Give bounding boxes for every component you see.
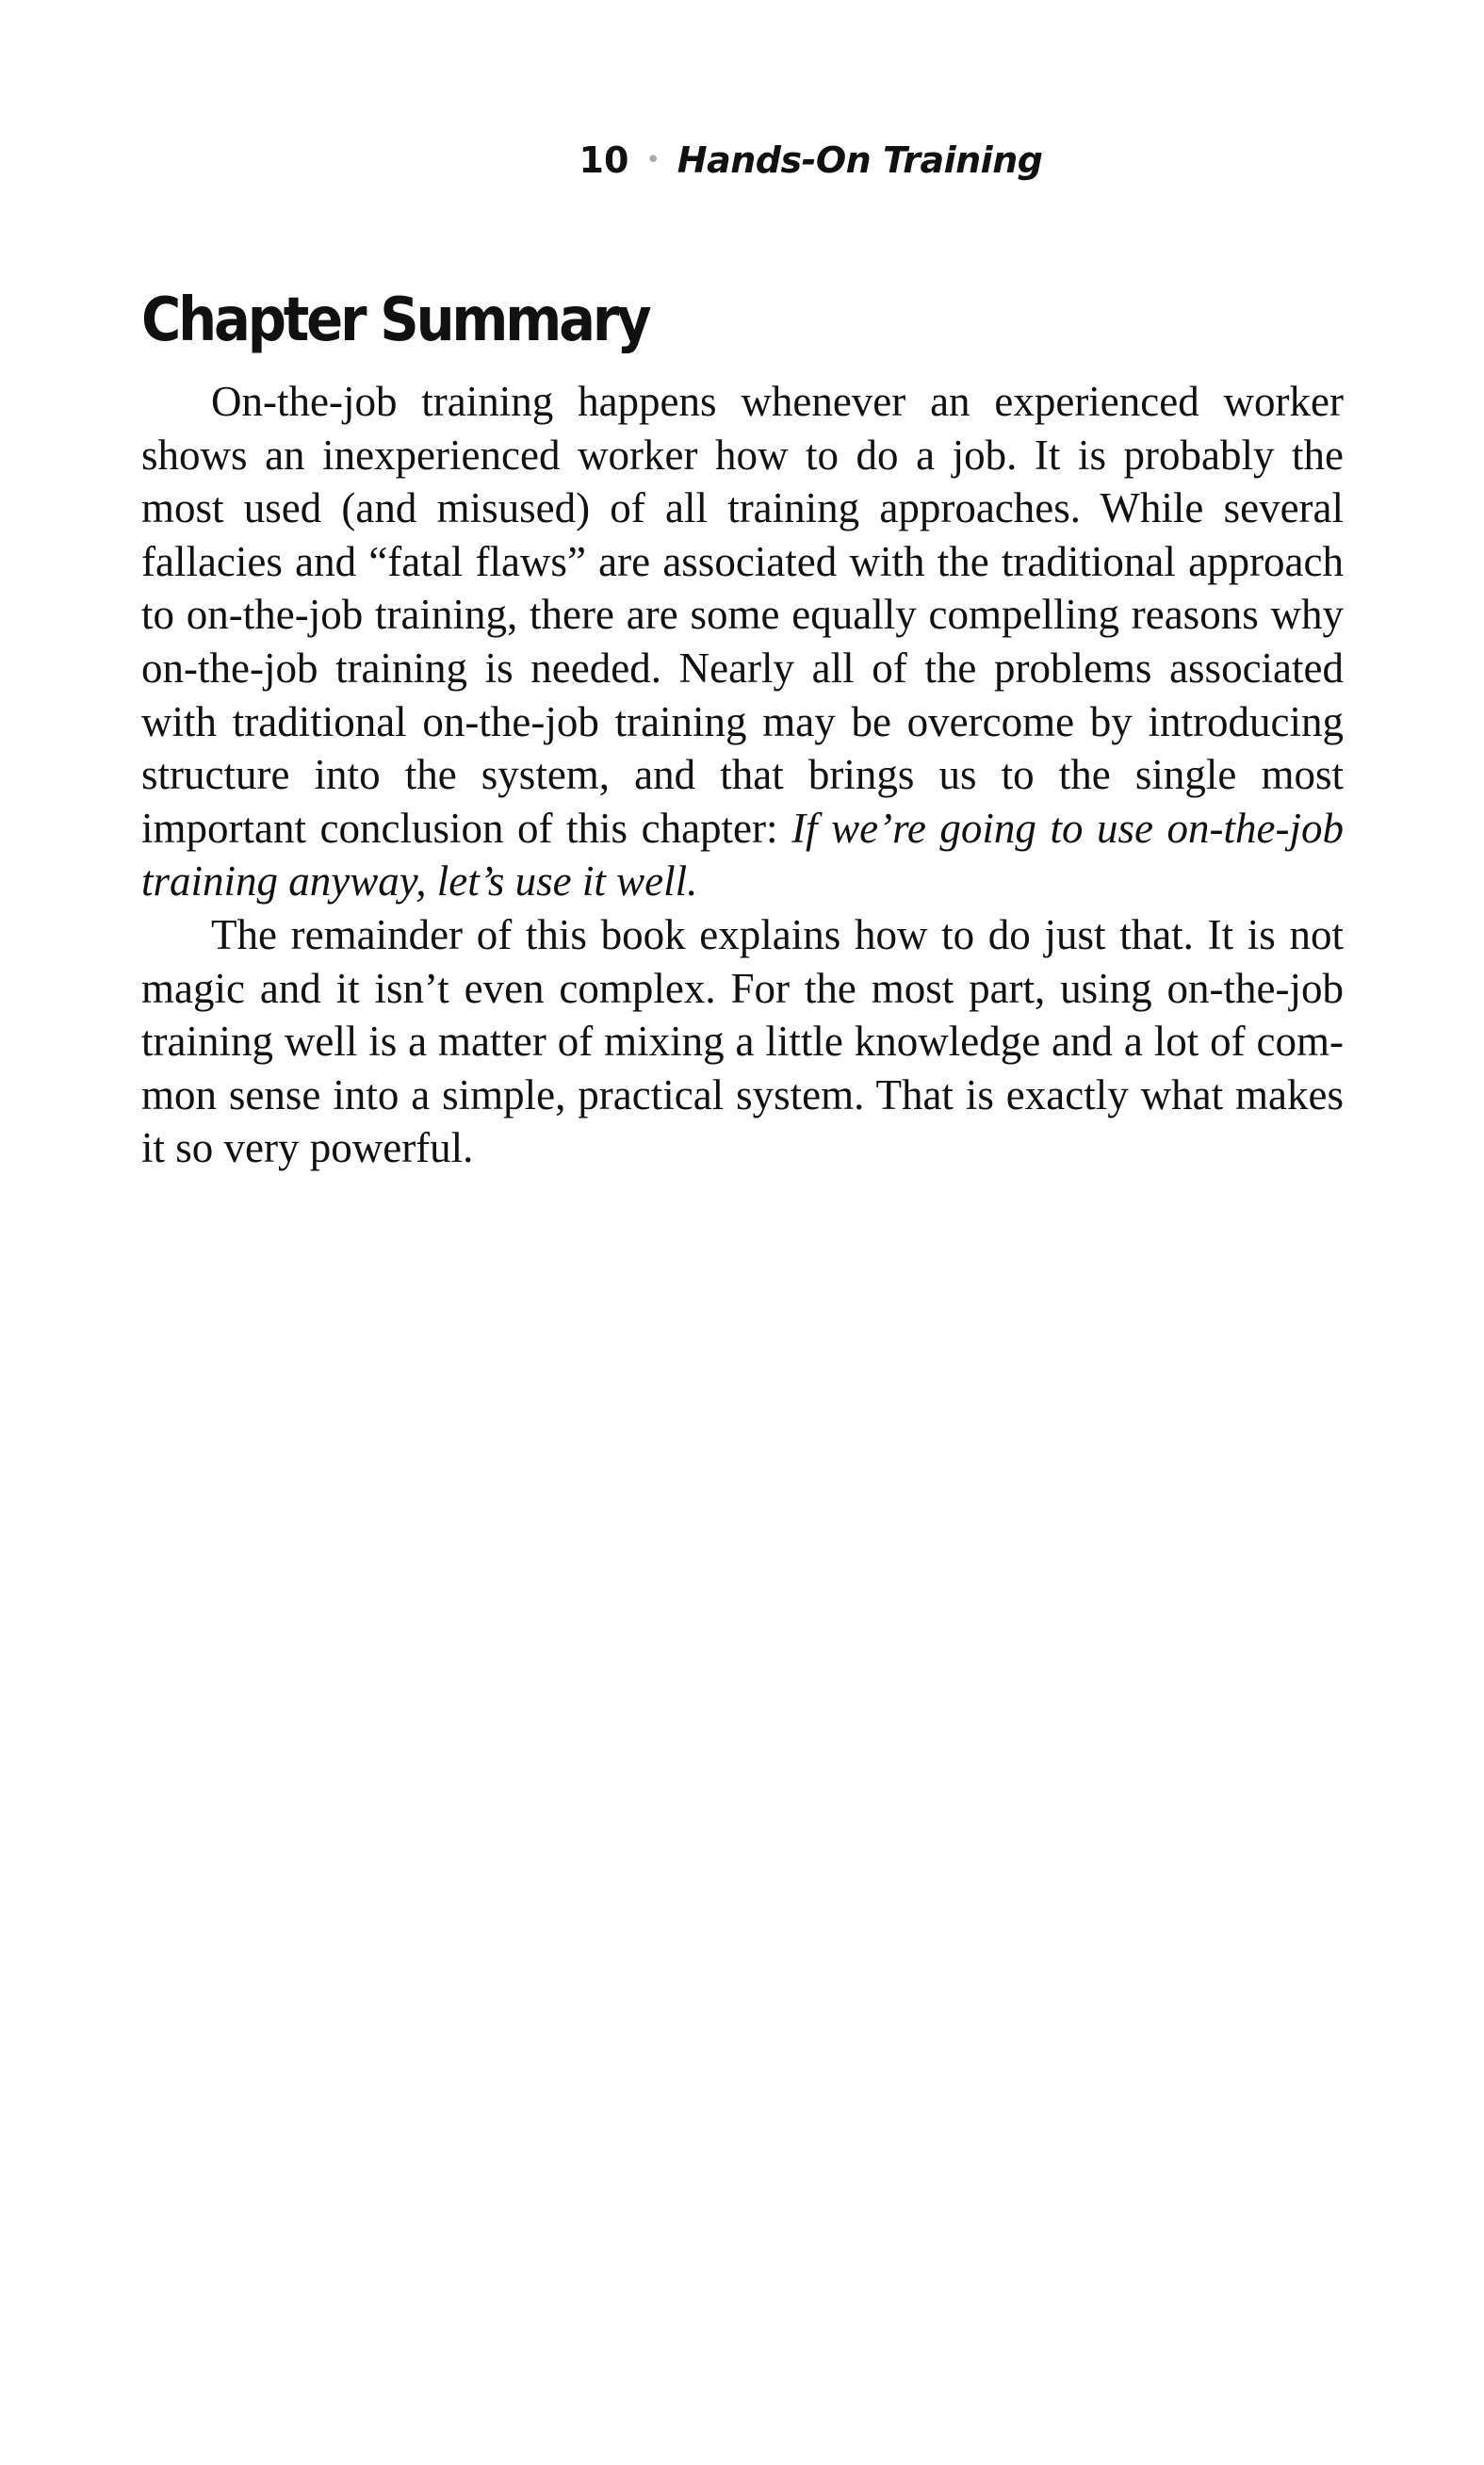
header-separator: • bbox=[645, 146, 660, 174]
section-heading: Chapter Summary bbox=[141, 286, 649, 355]
body-text bbox=[141, 375, 1344, 1175]
paragraph-1-emphasis: If we’re going to use on-the-job training anyway, let’s use it well. bbox=[141, 804, 1344, 906]
running-head bbox=[0, 132, 1484, 188]
paragraph-2-text: The remainder of this book explains how to do just that. It is not magic and it isn’t even complex. For the most part, using on-the-job training well is a matter of mixing a little knowledge and a lot of common sense into a simple, practical system. That is exactly what makes it so very powerful. bbox=[141, 910, 1344, 1172]
paragraph-1 bbox=[141, 375, 1344, 908]
page-number: 10 bbox=[579, 139, 629, 181]
book-title: Hands-On Training bbox=[677, 139, 1043, 181]
paragraph-1-text: On-the-job training happens whenever an experienced worker shows an inexperienced worker how to do a job. It is probably the most used (and misused) of all training approaches. While several fallacies and “fatal flaws” are associated with the traditional approach to on-the-job training, there are some equally compelling reasons why on-the-job training is needed. Nearly all of the problems associated with traditional on-the-job training may be overcome by introducing structure into the system, and that brings us to the single most important conclusion of this chapter: bbox=[141, 378, 1344, 852]
paragraph-2 bbox=[141, 908, 1344, 1175]
